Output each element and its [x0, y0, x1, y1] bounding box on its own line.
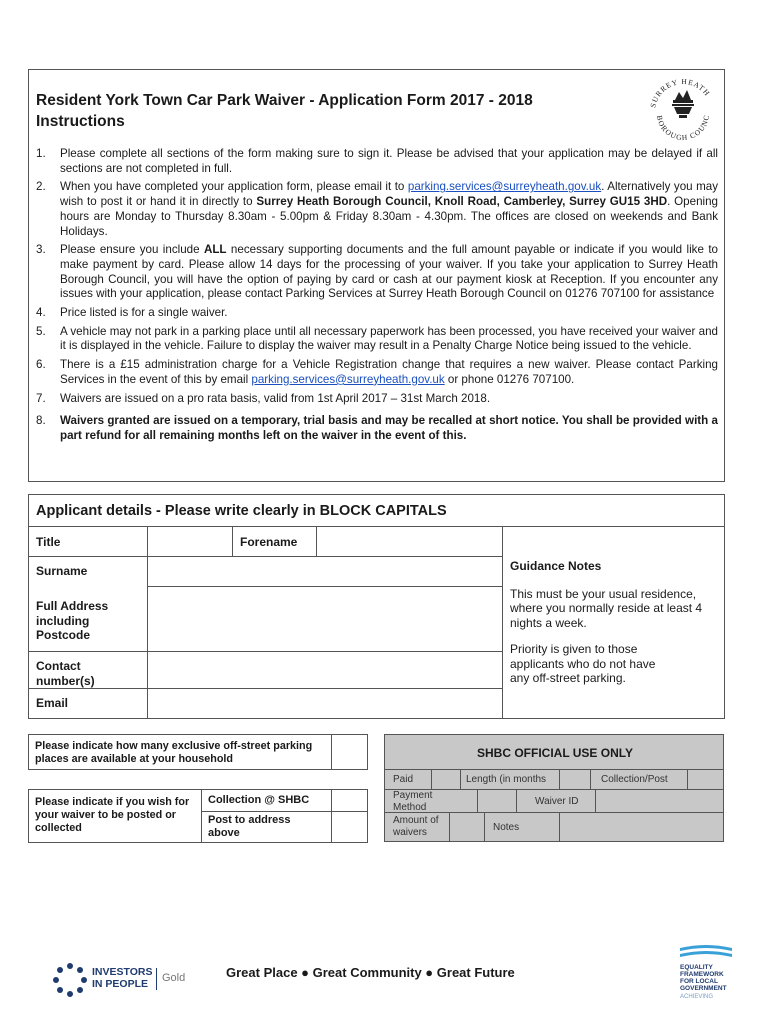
- payment-method-text: Payment Method: [393, 790, 433, 813]
- instruction-number: 3.: [36, 243, 46, 257]
- forename-input[interactable]: [316, 526, 503, 557]
- post-option: [201, 811, 332, 843]
- instruction-item: [32, 306, 718, 321]
- guidance-notes: [510, 559, 718, 686]
- page-title: [36, 90, 636, 132]
- instruction-text: When you have completed your application form, please email it to: [60, 180, 408, 194]
- equality-line: FOR LOCAL: [680, 978, 718, 985]
- notes-text: Notes: [493, 822, 520, 833]
- instruction-item: [32, 147, 718, 176]
- payment-method-field[interactable]: [477, 789, 517, 813]
- address-input[interactable]: [147, 586, 503, 652]
- email-link[interactable]: parking.services@surreyheath.gov.uk: [251, 372, 445, 386]
- instruction-number: 2.: [36, 180, 46, 194]
- post-option-label: Post to address above: [208, 814, 291, 839]
- equality-framework-logo: [680, 944, 740, 1004]
- length-label: [460, 769, 560, 790]
- length-field[interactable]: [559, 769, 591, 790]
- row-divider: [28, 688, 148, 689]
- paid-text: Paid: [393, 774, 414, 785]
- equality-line: FRAMEWORK: [680, 971, 724, 978]
- payment-method-label: [384, 789, 478, 813]
- collection-post-label: [590, 769, 688, 790]
- parking-places-question: [28, 734, 332, 770]
- paid-label: [384, 769, 432, 790]
- form-title: Resident York Town Car Park Waiver - Application Form 2017 - 2018: [36, 92, 533, 109]
- council-logo: [645, 72, 721, 144]
- parking-places-label: Please indicate how many exclusive off-street parking places are available at your household: [35, 740, 313, 765]
- email-input[interactable]: [147, 688, 503, 719]
- guidance-heading: Guidance Notes: [510, 559, 602, 573]
- instruction-item: [32, 414, 718, 443]
- svg-text:BOROUGH COUNCIL: BOROUGH COUNC: [654, 113, 712, 143]
- instructions-heading: Instructions: [36, 113, 125, 130]
- equality-line: GOVERNMENT: [680, 985, 727, 992]
- instruction-item: [32, 392, 718, 407]
- instruction-text: necessary supporting documents and the full amount payable or indicate if you would like to make payment by card. Please allow 14 days for the processing of your waiver. If you take your application to Surrey Heath Borough Council, you will have the option of paying by card or cash at our payment kiosk at Reception. If you encounter any issues with your application, please contact Parking Services at Surrey Heath Borough Council on 01276 707100 for assistance: [60, 243, 718, 301]
- instruction-text: Waivers are issued on a pro rata basis, valid from 1st April 2017 – 31st March 2018.: [60, 391, 491, 405]
- notes-label: [484, 812, 560, 842]
- equality-line: EQUALITY: [680, 964, 713, 971]
- row-divider: [28, 651, 148, 652]
- parking-places-input[interactable]: [331, 734, 368, 770]
- instruction-text: Surrey Heath Borough Council, Knoll Road, Camberley, Surrey GU15 3HD: [256, 195, 668, 209]
- instruction-number: 5.: [36, 324, 46, 338]
- equality-framework-icon: [680, 944, 732, 962]
- instruction-text: Waivers granted are issued on a temporary, trial basis and may be recalled at short notice. You shall be provided with a part refund for all remaining months left on the waiver in the event of this.: [60, 414, 718, 442]
- collection-label: Please indicate if you wish for your waiver to be posted or collected: [35, 796, 190, 834]
- collection-post-field[interactable]: [687, 769, 724, 790]
- equality-text: [680, 964, 727, 992]
- instruction-number: 6.: [36, 358, 46, 372]
- instruction-text: Please ensure you include: [60, 243, 204, 257]
- contact-input[interactable]: [147, 651, 503, 689]
- instruction-text: There is a £15 administration charge for a Vehicle Registration change that requires a new waiver. Please contact Parking Services in the event of this by email: [60, 358, 718, 386]
- instruction-text: A vehicle may not park in a parking place until all necessary paperwork has been processed, you have received your waiver and it is displayed in the vehicle. Failure to display the waiver may result in a Penalty Charge Notice being issued to the vehicle.: [60, 324, 718, 353]
- official-use-heading: SHBC OFFICIAL USE ONLY: [476, 746, 634, 760]
- contact-label: Contact number(s): [36, 659, 95, 688]
- forename-label: Forename: [240, 535, 298, 549]
- collection-checkbox[interactable]: [331, 789, 368, 812]
- waiver-id-label: [516, 789, 596, 813]
- svg-text:SURREY HEATH: SURREY HEATH: [648, 76, 713, 109]
- instruction-text: Price listed is for a single waiver.: [60, 306, 228, 320]
- surname-input[interactable]: [147, 556, 503, 587]
- instruction-text: or phone 01276 707100.: [444, 372, 575, 386]
- investors-in-people-logo: [52, 962, 202, 998]
- instruction-text: ALL: [203, 243, 227, 257]
- instruction-item: [32, 325, 718, 354]
- applicant-heading: Applicant details - Please write clearly in BLOCK CAPITALS: [36, 503, 447, 519]
- length-text: Length (in months: [466, 774, 547, 785]
- waiver-id-text: Waiver ID: [535, 796, 579, 807]
- amount-field[interactable]: [449, 812, 485, 842]
- instructions-list: [32, 147, 718, 448]
- instruction-text: . Alternatively you may wish to post it or hand it in directly to: [60, 180, 718, 209]
- email-link[interactable]: parking.services@surreyheath.gov.uk: [407, 180, 602, 194]
- guidance-text: This must be your usual residence, where you normally reside at least 4 nights a week.: [510, 586, 703, 630]
- iip-line1: INVESTORS: [92, 966, 153, 978]
- title-input[interactable]: [147, 526, 233, 557]
- waiver-id-field[interactable]: [595, 789, 724, 813]
- collection-option: [201, 789, 332, 812]
- instruction-item: [32, 358, 718, 387]
- instruction-number: 7.: [36, 391, 46, 405]
- instruction-text: Please complete all sections of the form making sure to sign it. Please be advised that your application may be delayed if all sections are not completed in full.: [60, 147, 718, 175]
- iip-badge-icon: [52, 962, 88, 998]
- post-checkbox[interactable]: [331, 811, 368, 843]
- instruction-number: 1.: [36, 147, 46, 160]
- instruction-text: . Opening hours are Monday to Thursday 8.30am - 5.00pm & Friday 8.30am - 4.30pm. The offices are closed on weekends and Bank Holidays.: [60, 195, 718, 238]
- footer-slogan: Great Place ● Great Community ● Great Future: [226, 965, 515, 980]
- collection-question: [28, 789, 202, 843]
- iip-level: Gold: [162, 972, 186, 984]
- collection-post-text: Collection/Post: [601, 774, 668, 785]
- surname-label: Surname: [36, 564, 88, 578]
- title-label: Title: [36, 535, 61, 549]
- notes-field[interactable]: [559, 812, 724, 842]
- email-label: Email: [36, 696, 69, 710]
- equality-sub: ACHIEVING: [680, 994, 714, 1000]
- amount-label: [384, 812, 450, 842]
- collection-option-label: Collection @ SHBC: [208, 794, 310, 806]
- instruction-item: [32, 180, 718, 239]
- instruction-number: 4.: [36, 306, 46, 320]
- address-label: Full Address including Postcode: [36, 599, 109, 642]
- instruction-item: [32, 243, 718, 302]
- instruction-number: 8.: [36, 414, 46, 428]
- amount-text: Amount of waivers: [393, 815, 439, 838]
- guidance-text: Priority is given to those applicants who do not have any off-street parking.: [510, 642, 656, 685]
- official-use-header: [384, 734, 724, 770]
- paid-field[interactable]: [431, 769, 461, 790]
- iip-line2: IN PEOPLE: [92, 978, 149, 990]
